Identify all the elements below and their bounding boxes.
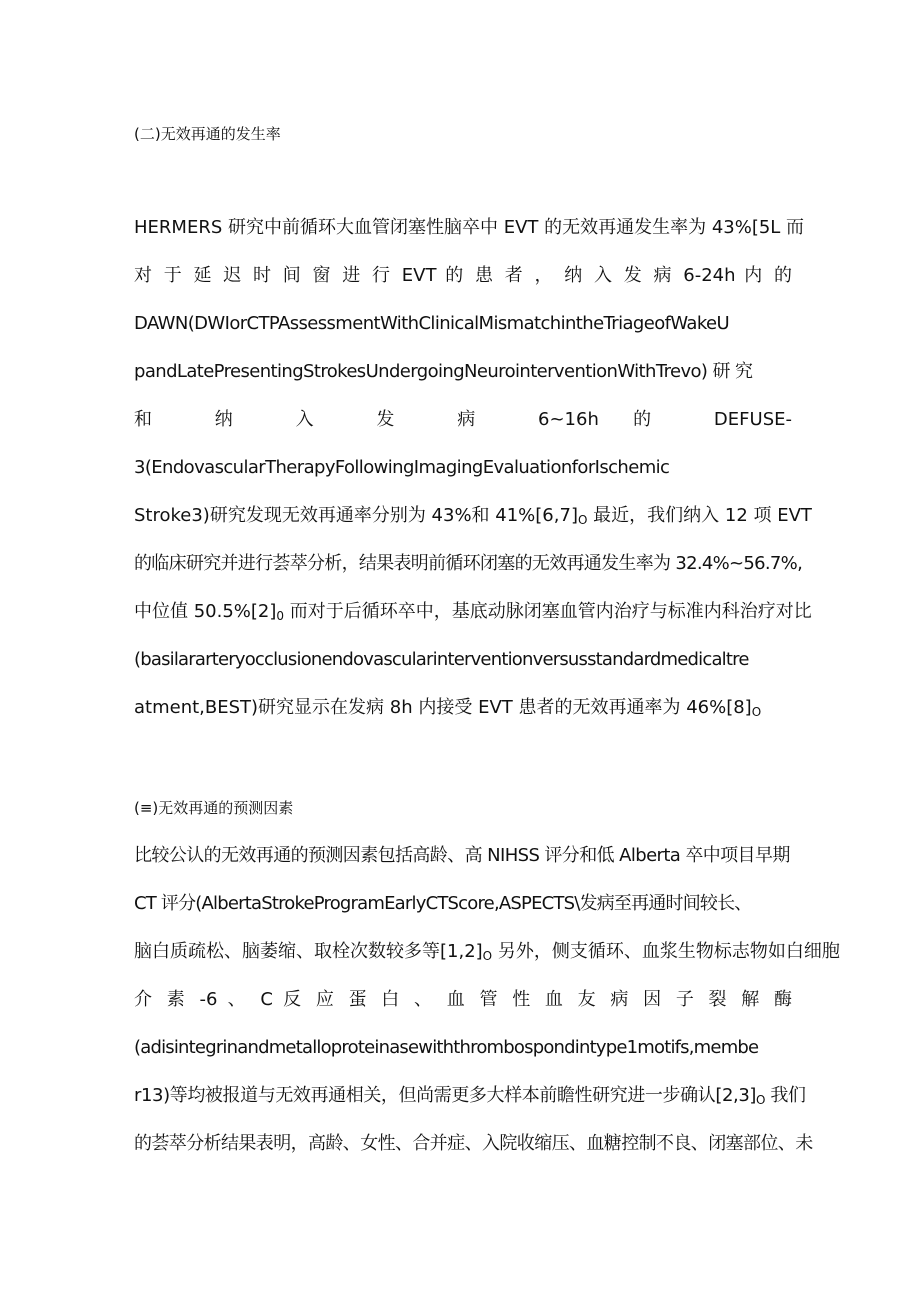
paragraph-line: 的临床研究并进行荟萃分析，结果表明前循环闭塞的无效再通发生率为 32.4%~56.7%, bbox=[134, 553, 803, 574]
paragraph-line: CT 评分(AlbertaStrokeProgramEarlyCTScore,ASPECTS\发病至再通时间较长、 bbox=[134, 893, 752, 914]
paragraph-line: 对 于 延 迟 时 间 窗 进 行 EVT 的 患 者 ， 纳 入 发 病 6-24h 内 的 bbox=[134, 265, 792, 286]
paragraph-line: pandLatePresentingStrokesUndergoingNeurointerventionWithTrevo) 研 究 bbox=[134, 361, 753, 382]
paragraph-line: 介 素 -6 、 C 反 应 蛋 白 、 血 管 性 血 友 病 因 子 裂 解 酶 bbox=[134, 989, 792, 1010]
section-heading-predictors: (≡)无效再通的预测因素 bbox=[134, 799, 294, 817]
section-heading-incidence: (二)无效再通的发生率 bbox=[134, 125, 281, 143]
paragraph-line bbox=[134, 600, 812, 628]
paragraph-line bbox=[134, 1084, 806, 1112]
line-text: Stroke3)研究发现无效再通率分别为 43%和 41%[6,7] bbox=[134, 505, 578, 526]
citation-subscript: 0 bbox=[276, 609, 285, 623]
paragraph-line bbox=[134, 504, 812, 532]
citation-subscript: O bbox=[756, 1093, 766, 1107]
paragraph-line: 3(EndovascularTherapyFollowingImagingEvaluationforIschemic bbox=[134, 457, 670, 478]
paragraph-line: (adisintegrinandmetalloproteinasewiththrombospondintype1motifs,membe bbox=[134, 1037, 759, 1058]
citation-subscript: O bbox=[482, 949, 493, 963]
line-text: 最近，我们纳入 12 项 EVT bbox=[587, 505, 812, 526]
paragraph-line: HERMERS 研究中前循环大血管闭塞性脑卒中 EVT 的无效再通发生率为 43%[5L 而 bbox=[134, 217, 805, 238]
paragraph-line: (basilararteryocclusionendovascularinterventionversusstandardmedicaltre bbox=[134, 649, 749, 670]
citation-subscript: O bbox=[751, 705, 762, 719]
paragraph-line bbox=[134, 940, 840, 968]
citation-subscript: O bbox=[577, 513, 588, 527]
line-text: 中位值 50.5%[2] bbox=[134, 601, 277, 622]
line-text: 我们 bbox=[765, 1085, 806, 1106]
paragraph-line: 比较公认的无效再通的预测因素包括高龄、高 NIHSS 评分和低 Alberta 卒中项目早期 bbox=[134, 845, 790, 866]
line-text: 而对于后循环卒中，基底动脉闭塞血管内治疗与标准内科治疗对比 bbox=[284, 601, 812, 622]
paragraph-line: 和 纳 入 发 病 6~16h 的 DEFUSE- bbox=[134, 409, 792, 430]
paragraph-line: DAWN(DWIorCTPAssessmentWithClinicalMismatchintheTriageofWakeU bbox=[134, 313, 730, 334]
line-text: 脑白质疏松、脑萎缩、取栓次数较多等[1,2] bbox=[134, 941, 483, 962]
line-text: r13)等均被报道与无效再通相关，但尚需更多大样本前瞻性研究进一步确认[2,3] bbox=[134, 1085, 756, 1106]
line-text: 另外，侧支循环、血浆生物标志物如白细胞 bbox=[492, 941, 840, 962]
paragraph-line: 的荟萃分析结果表明，高龄、女性、合并症、入院收缩压、血糖控制不良、闭塞部位、未 bbox=[134, 1133, 813, 1154]
line-text: atment,BEST)研究显示在发病 8h 内接受 EVT 患者的无效再通率为 46%[8] bbox=[134, 697, 752, 718]
paragraph-line bbox=[134, 696, 792, 724]
